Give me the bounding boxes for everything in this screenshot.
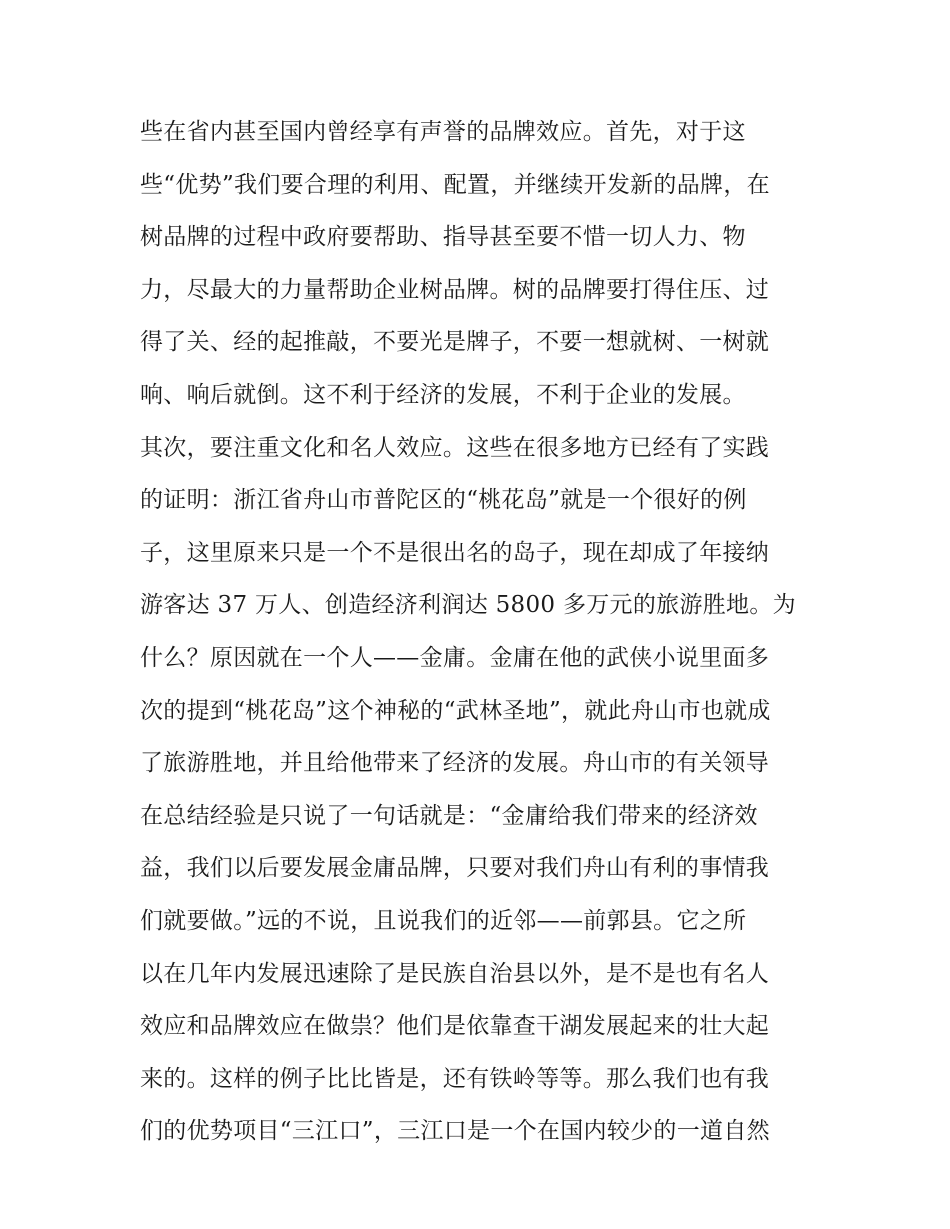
- text-line: 了旅游胜地，并且给他带来了经济的发展。舟山市的有关领导: [140, 750, 770, 777]
- body-text: [140, 106, 830, 1158]
- text-line: 力，尽最大的力量帮助企业树品牌。树的品牌要打得住压、过: [140, 276, 770, 303]
- text-line: 次的提到“桃花岛”这个神秘的“武林圣地”，就此舟山市也就成: [140, 697, 771, 724]
- text-line: 什么？原因就在一个人——金庸。金庸在他的武侠小说里面多: [140, 644, 770, 671]
- text-line: 树品牌的过程中政府要帮助、指导甚至要不惜一切人力、物: [140, 224, 746, 251]
- text-line: 的证明：浙江省舟山市普陀区的“桃花岛”就是一个很好的例: [140, 487, 747, 514]
- text-line: 效应和品牌效应在做祟？他们是依靠查干湖发展起来的壮大起: [140, 1013, 770, 1040]
- text-line: 其次，要注重文化和名人效应。这些在很多地方已经有了实践: [140, 434, 770, 461]
- text-line: 们就要做。”远的不说，且说我们的近邻——前郭县。它之所: [140, 907, 747, 934]
- text-line: 以在几年内发展迅速除了是民族自治县以外，是不是也有名人: [140, 960, 770, 987]
- text-line: 些在省内甚至国内曾经享有声誉的品牌效应。首先，对于这: [140, 119, 746, 145]
- text-line: 些“优势”我们要合理的利用、配置，并继续开发新的品牌，在: [140, 171, 770, 198]
- text-line: 子，这里原来只是一个不是很出名的岛子，现在却成了年接纳: [140, 539, 770, 566]
- text-line: 们的优势项目“三江口”，三江口是一个在国内较少的一道自然: [140, 1118, 770, 1145]
- text-line: 得了关、经的起推敲，不要光是牌子，不要一想就树、一树就: [140, 329, 770, 356]
- text-line: 游客达 37 万人、创造经济利润达 5800 多万元的旅游胜地。为: [140, 592, 796, 619]
- text-line: 在总结经验是只说了一句话就是：“金庸给我们带来的经济效: [140, 802, 758, 829]
- text-line: 来的。这样的例子比比皆是，还有铁岭等等。那么我们也有我: [140, 1065, 770, 1092]
- text-line: 响、响后就倒。这不利于经济的发展，不利于企业的发展。: [140, 381, 746, 408]
- text-line: 益，我们以后要发展金庸品牌，只要对我们舟山有利的事情我: [140, 855, 770, 882]
